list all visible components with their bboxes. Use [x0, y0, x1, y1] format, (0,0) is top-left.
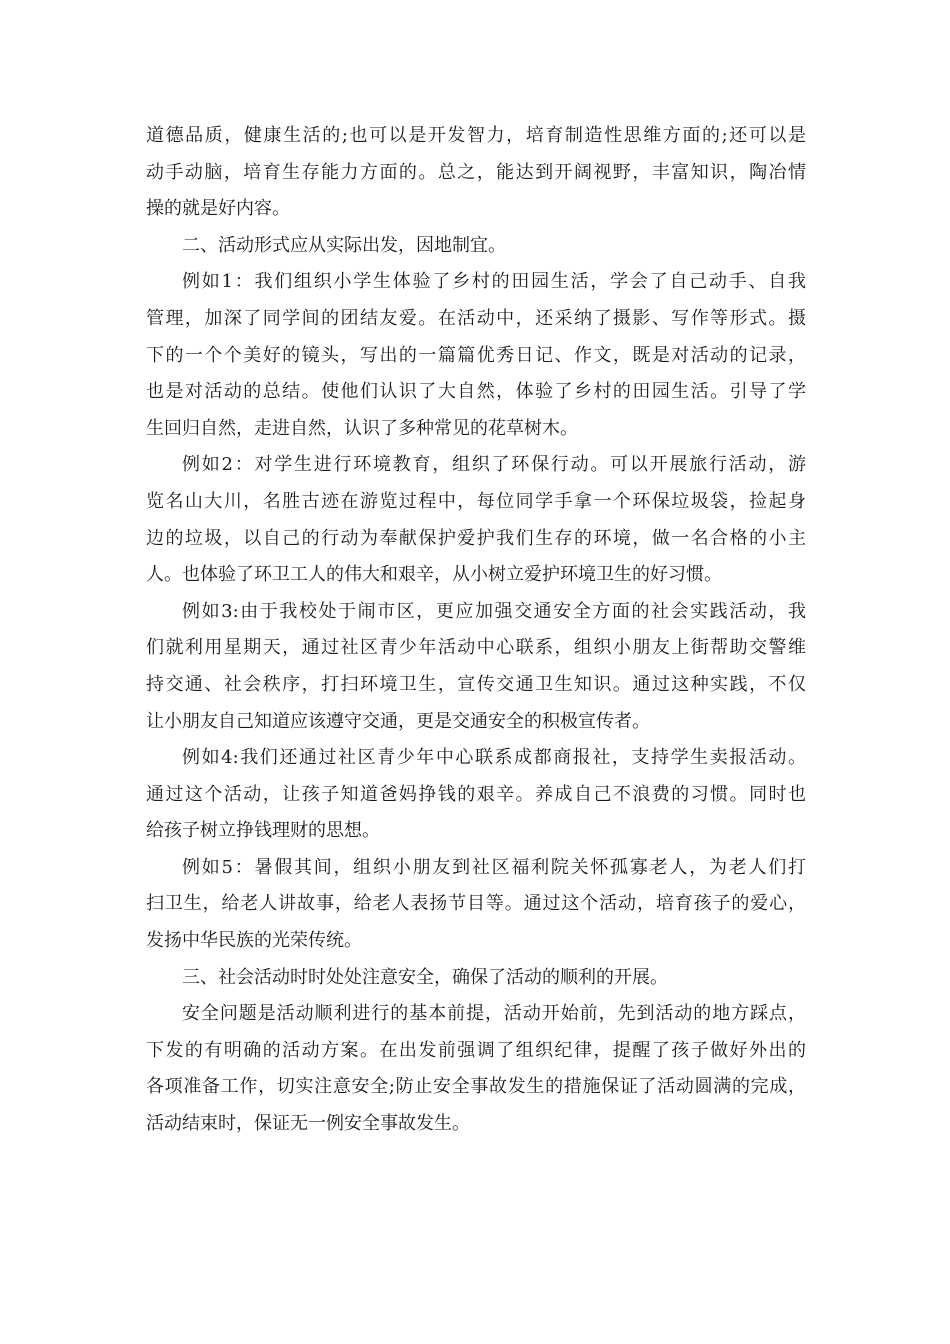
text-line: 发扬中华民族的光荣传统。 — [146, 930, 362, 952]
paragraph — [146, 740, 806, 850]
paragraph — [146, 594, 806, 740]
text-line: 生回归自然，走进自然，认识了多种常见的花草树木。 — [146, 417, 578, 439]
text-line: 让小朋友自己知道应该遵守交通，更是交通安全的积极宣传者。 — [146, 710, 650, 732]
text-line: 安全问题是活动顺利进行的基本前提，活动开始前，先到活动的地方踩点， — [182, 1003, 806, 1025]
paragraph — [146, 850, 806, 960]
text-line: 各项准备工作，切实注意安全;防止安全事故发生的措施保证了活动圆满的完成， — [146, 1076, 806, 1098]
text-line: 通过这个活动，让孩子知道爸妈挣钱的艰辛。养成自己不浪费的习惯。同时也 — [146, 783, 806, 805]
text-line: 给孩子树立挣钱理财的思想。 — [146, 820, 380, 842]
text-line: 边的垃圾，以自己的行动为奉献保护爱护我们生存的环境，做一名合格的小主 — [146, 527, 806, 549]
text-line: 人。也体验了环卫工人的伟大和艰辛，从小树立爱护环境卫生的好习惯。 — [146, 564, 722, 586]
text-line: 例如2：对学生进行环境教育，组织了环保行动。可以开展旅行活动，游 — [182, 454, 806, 476]
paragraph — [146, 960, 806, 997]
text-line: 持交通、社会秩序，打扫环境卫生，宣传交通卫生知识。通过这种实践，不仅 — [146, 673, 806, 695]
text-line: 管理，加深了同学间的团结友爱。在活动中，还采纳了摄影、写作等形式。摄 — [146, 307, 806, 329]
text-line: 操的就是好内容。 — [146, 198, 290, 220]
text-line: 例如5：暑假其间，组织小朋友到社区福利院关怀孤寡老人，为老人们打 — [182, 856, 806, 878]
paragraph — [146, 264, 806, 447]
text-line: 例如3:由于我校处于闹市区，更应加强交通安全方面的社会实践活动，我 — [182, 600, 806, 622]
paragraph — [146, 228, 806, 265]
text-line: 三、社会活动时时处处注意安全，确保了活动的顺利的开展。 — [182, 966, 668, 988]
text-line: 扫卫生，给老人讲故事，给老人表扬节目等。通过这个活动，培育孩子的爱心， — [146, 893, 806, 915]
text-line: 道德品质，健康生活的;也可以是开发智力，培育制造性思维方面的;还可以是 — [146, 125, 806, 146]
paragraph — [146, 118, 806, 228]
paragraph — [146, 447, 806, 593]
text-line: 例如4:我们还通过社区青少年中心联系成都商报社，支持学生卖报活动。 — [182, 747, 806, 769]
text-line: 动手动脑，培育生存能力方面的。总之，能达到开阔视野，丰富知识，陶冶情 — [146, 161, 806, 183]
text-line: 二、活动形式应从实际出发，因地制宜。 — [182, 234, 506, 256]
text-line: 览名山大川，名胜古迹在游览过程中，每位同学手拿一个环保垃圾袋，捡起身 — [146, 490, 806, 512]
text-line: 们就利用星期天，通过社区青少年活动中心联系，组织小朋友上街帮助交警维 — [146, 637, 806, 659]
paragraph — [146, 996, 806, 1142]
text-line: 活动结束时，保证无一例安全事故发生。 — [146, 1113, 470, 1135]
text-line: 下发的有明确的活动方案。在出发前强调了组织纪律，提醒了孩子做好外出的 — [146, 1039, 806, 1061]
text-line: 下的一个个美好的镜头，写出的一篇篇优秀日记、作文，既是对活动的记录， — [146, 344, 806, 366]
document-body — [146, 118, 806, 1143]
text-line: 例如1：我们组织小学生体验了乡村的田园生活，学会了自己动手、自我 — [182, 271, 806, 293]
text-line: 也是对活动的总结。使他们认识了大自然，体验了乡村的田园生活。引导了学 — [146, 381, 806, 403]
